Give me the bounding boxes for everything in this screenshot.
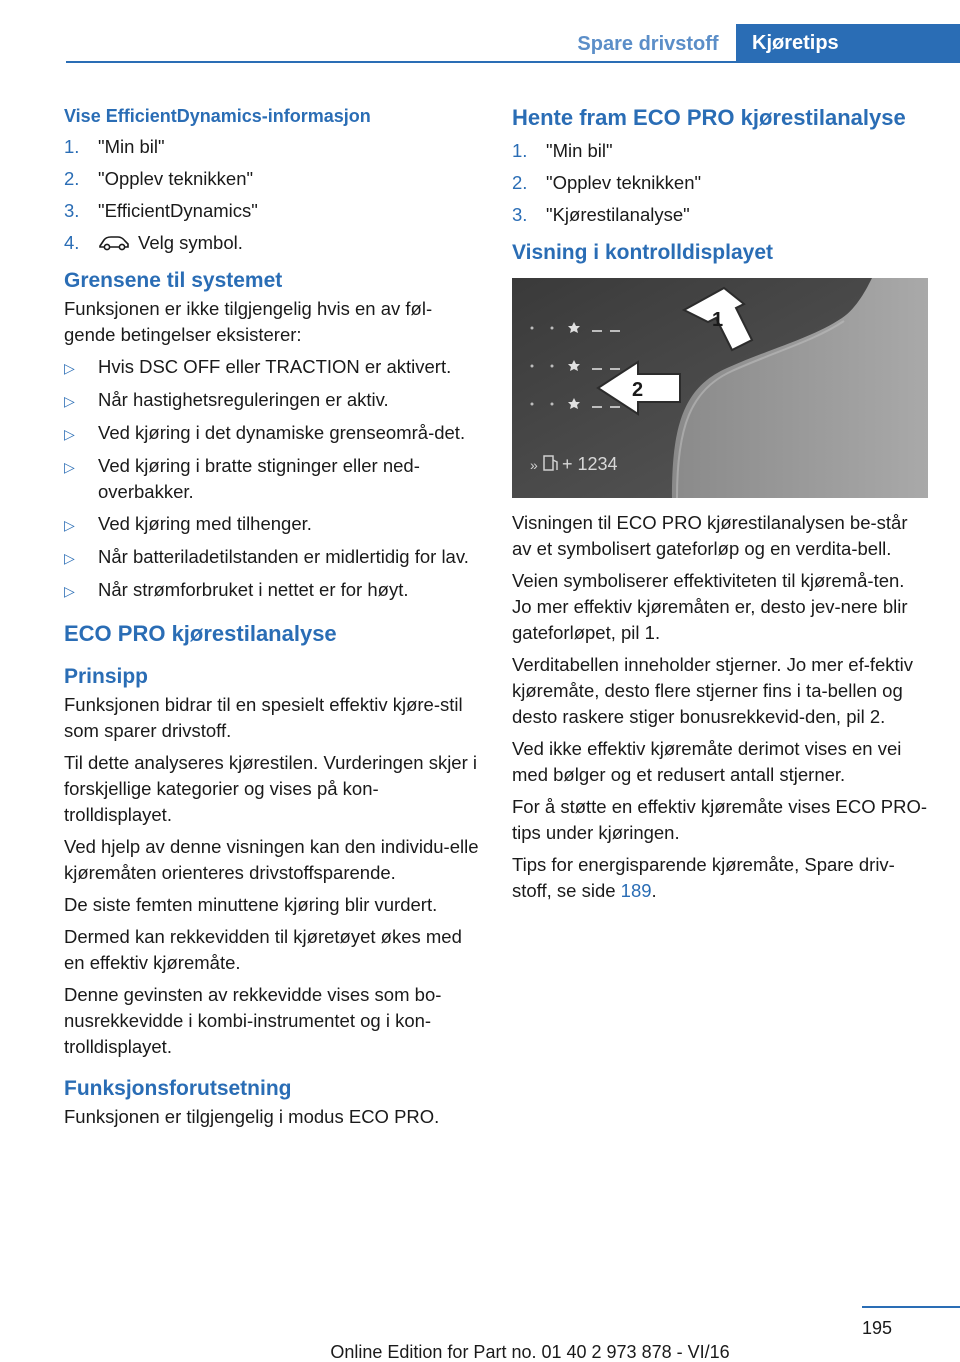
right-column: [512, 102, 928, 910]
list-item: ▷ Ved kjøring i bratte stigninger eller ned-overbakker.: [64, 455, 420, 502]
paragraph: Veien symboliserer effektiviteten til kjøremå-ten. Jo mer effektiv kjøremåten er, desto jev-nere blir gateforløpet, pil 1.: [512, 570, 908, 643]
vise-heading: Vise EfficientDynamics-informasjon: [64, 106, 371, 126]
eco-pro-display-illustration: [512, 278, 928, 498]
visning-heading: Visning i kontrolldisplayet: [512, 241, 773, 264]
arrow-1-label: 1: [712, 309, 724, 331]
footer-rule: [862, 1306, 960, 1308]
vise-steps: [64, 134, 480, 256]
list-item: 4. Velg symbol.: [64, 232, 243, 253]
paragraph: Verditabellen inneholder stjerner. Jo mer ef-fektiv kjøremåte, desto flere stjerner fins i ta-bellen og desto raskere stiger bonusrekkevid-den, pil 2.: [512, 654, 914, 727]
list-item: ▷ Når hastighetsreguleringen er aktiv.: [64, 389, 389, 410]
eco-pro-display-figure: [512, 278, 928, 498]
paragraph: Ved hjelp av denne visningen kan den individu-elle kjøremåten orienteres drivstoffsparende.: [64, 836, 479, 883]
list-item: ▷ Når batteriladetilstanden er midlertidig for lav.: [64, 546, 469, 567]
list-item: 3. "EfficientDynamics": [64, 200, 258, 221]
list-item: 2. "Opplev teknikken": [64, 168, 254, 189]
paragraph: Til dette analyseres kjørestilen. Vurderingen skjer i forskjellige kategorier og vises på kon-trolldisplayet.: [64, 752, 477, 825]
page-link[interactable]: 189: [620, 880, 652, 901]
page-number: 195: [862, 1318, 893, 1338]
hente-heading: Hente fram ECO PRO kjørestilanalyse: [512, 105, 906, 130]
list-item: ▷ Hvis DSC OFF eller TRACTION er aktivert.: [64, 356, 452, 377]
paragraph: De siste femten minuttene kjøring blir vurdert.: [64, 894, 438, 915]
paragraph: Dermed kan rekkevidden til kjøretøyet økes med en effektiv kjøremåte.: [64, 926, 462, 973]
list-item: ▷ Ved kjøring i det dynamiske grenseområ-det.: [64, 422, 466, 443]
header-section-tab[interactable]: Spare drivstoff: [577, 32, 719, 55]
svg-text:»: »: [530, 457, 538, 473]
header-rule: [66, 61, 960, 63]
tips-paragraph: Tips for energisparende kjøremåte, Spare driv-stoff, se side 189.: [512, 854, 895, 901]
prinsipp-heading: Prinsipp: [64, 665, 149, 688]
grensene-intro: Funksjonen er ikke tilgjengelig hvis en av føl-gende betingelser eksisterer:: [64, 298, 433, 345]
left-column: [64, 102, 480, 1136]
list-item: 1. "Min bil": [64, 136, 165, 157]
header-active-tab[interactable]: Kjøretips: [736, 24, 960, 62]
bonus-range-value: + 1234: [562, 454, 618, 474]
car-icon: [98, 234, 130, 252]
arrow-2-label: 2: [632, 379, 644, 401]
grensene-bullets: [64, 354, 480, 604]
grensene-heading: Grensene til systemet: [64, 269, 283, 292]
paragraph: Ved ikke effektiv kjøremåte derimot vises en vei med bølger og et redusert antall stjerner.: [512, 738, 902, 785]
list-item: 3. "Kjørestilanalyse": [512, 204, 690, 225]
paragraph: Funksjonen bidrar til en spesielt effektiv kjøre-stil som sparer drivstoff.: [64, 694, 463, 741]
paragraph: Denne gevinsten av rekkevidde vises som bo-nusrekkevidde i kombi-instrumentet og i kon-trolldisplayet.: [64, 984, 442, 1057]
paragraph: Funksjonen er tilgjengelig i modus ECO PRO.: [64, 1106, 440, 1127]
list-item: ▷ Ved kjøring med tilhenger.: [64, 513, 312, 534]
list-item: 2. "Opplev teknikken": [512, 172, 702, 193]
eco-heading: ECO PRO kjørestilanalyse: [64, 621, 337, 646]
list-item: 1. "Min bil": [512, 140, 613, 161]
paragraph: Visningen til ECO PRO kjørestilanalysen be-står av et symbolisert gateforløp og en verdita-bell.: [512, 512, 908, 559]
funk-heading: Funksjonsforutsetning: [64, 1077, 292, 1100]
list-item: ▷ Når strømforbruket i nettet er for høyt.: [64, 579, 409, 600]
hente-steps: [512, 138, 928, 228]
edition-text: Online Edition for Part no. 01 40 2 973 878 - VI/16: [330, 1342, 730, 1362]
paragraph: For å støtte en effektiv kjøremåte vises ECO PRO-tips under kjøringen.: [512, 796, 927, 843]
